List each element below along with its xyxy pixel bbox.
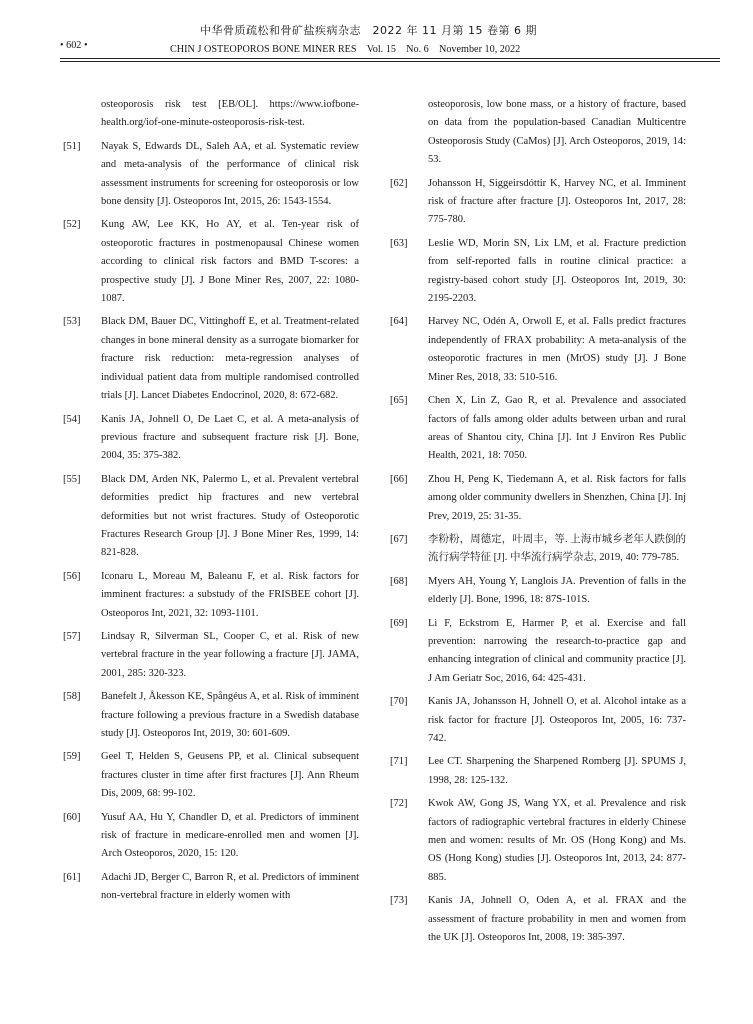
reference-number — [390, 96, 428, 170]
running-header — [60, 40, 720, 56]
header-rule — [60, 61, 720, 62]
reference-number: [54] — [63, 413, 81, 425]
reference-item — [63, 471, 359, 563]
reference-item — [63, 809, 359, 864]
reference-number: [67] — [390, 533, 408, 545]
journal-title-chinese: 中华骨质疏松和骨矿盐疾病杂志 2022 年 11 月第 15 卷第 6 期 — [200, 24, 537, 37]
reference-item — [390, 471, 686, 526]
reference-text: Lindsay R, Silverman SL, Cooper C, et al. Risk of new vertebral fracture in the year following a fracture [J]. JAMA, 2001, 285: 320-323. — [101, 630, 359, 679]
reference-item — [390, 313, 686, 387]
reference-text: Adachi JD, Berger C, Barron R, et al. Predictors of imminent non-vertebral fracture in elderly women with — [101, 871, 359, 902]
reference-text: Banefelt J, Åkesson KE, Spångéus A, et al. Risk of imminent fracture following a previous fracture in a Swedish database study [J]. Osteoporos Int, 2019, 30: 601-609. — [101, 691, 359, 739]
reference-text: Lee CT. Sharpening the Sharpened Romberg [J]. SPUMS J, 1998, 28: 125-132. — [428, 756, 686, 786]
reference-text: Leslie WD, Morin SN, Lix LM, et al. Fracture prediction from self-reported falls in routine clinical practice: a registry-based cohort study [J]. Osteoporos Int, 2019, 30: 2195-2203. — [428, 237, 686, 305]
reference-item — [390, 96, 686, 170]
reference-number: [51] — [63, 140, 81, 152]
reference-number: [70] — [390, 696, 408, 708]
reference-number: [65] — [390, 395, 408, 407]
reference-number: [68] — [390, 575, 408, 587]
reference-text: Myers AH, Young Y, Langlois JA. Prevention of falls in the elderly [J]. Bone, 1996, 18: 87S-101S. — [428, 575, 686, 606]
reference-number: [66] — [390, 473, 408, 485]
reference-text: Kanis JA, Johansson H, Johnell O, et al. Alcohol intake as a risk factor for fracture [J]. Osteoporos Int, 2005, 16: 737-742. — [428, 696, 686, 744]
reference-number: [56] — [63, 570, 81, 582]
reference-column-left — [63, 96, 359, 911]
reference-column-right — [390, 96, 686, 952]
journal-title-english: CHIN J OSTEOPOROS BONE MINER RES Vol. 15 No. 6 November 10, 2022 — [170, 44, 521, 55]
reference-number: [63] — [390, 237, 408, 249]
reference-number: [60] — [63, 811, 81, 823]
reference-item — [390, 753, 686, 790]
reference-text: Yusuf AA, Hu Y, Chandler D, et al. Predictors of imminent risk of fracture in medicare-enrolled men and women [J]. Arch Osteoporos, 2020, 15: 120. — [101, 811, 359, 860]
reference-text: osteoporosis risk test [EB/OL]. https://www.iofbone-health.org/iof-one-minute-osteoporosis-risk-test. — [101, 99, 359, 129]
reference-item — [63, 96, 359, 133]
page-number: • 602 • — [60, 40, 88, 51]
reference-item — [63, 748, 359, 803]
reference-number: [58] — [63, 691, 81, 703]
reference-number — [63, 96, 101, 133]
reference-text: Black DM, Bauer DC, Vittinghoff E, et al. Treatment-related changes in bone mineral density as a surrogate biomarker for fracture risk reduction: meta-regression analyses of individual patient data from multiple randomised controlled trials [J]. Lancet Diabetes Endocrinol, 2020, 8: 672-682. — [101, 316, 359, 402]
reference-item — [63, 411, 359, 466]
reference-text: Nayak S, Edwards DL, Saleh AA, et al. Systematic review and meta-analysis of the performance of clinical risk assessment instruments for screening for osteoporosis or low bone density [J]. Osteoporos Int, 2015, 26: 1543-1554. — [101, 140, 359, 208]
reference-item — [390, 235, 686, 309]
reference-text: osteoporosis, low bone mass, or a history of fracture, based on data from the population-based Canadian Multicentre Osteoporosis Study (CaMos) [J]. Arch Osteoporos, 2019, 14: 53. — [428, 99, 686, 166]
reference-item — [63, 568, 359, 623]
reference-text: Johansson H, Siggeirsdóttir K, Harvey NC, et al. Imminent risk of fracture after fracture [J]. Osteoporos Int, 2017, 28: 775-780. — [428, 177, 686, 226]
reference-item — [390, 573, 686, 610]
reference-item — [63, 688, 359, 743]
reference-item — [63, 869, 359, 906]
reference-number: [57] — [63, 630, 81, 642]
reference-text: Li F, Eckstrom E, Harmer P, et al. Exercise and fall prevention: narrowing the research-to-practice gap and enhancing integration of clinical and community practice [J]. J Am Geriatr Soc, 2016, 64: 425-431. — [428, 617, 686, 684]
reference-number: [64] — [390, 316, 408, 328]
reference-number: [69] — [390, 617, 408, 629]
reference-item — [63, 216, 359, 308]
reference-item — [63, 138, 359, 212]
reference-text: Harvey NC, Odén A, Orwoll E, et al. Falls predict fractures independently of FRAX probability: A meta-analysis of the osteoporotic fractures in men (MrOS) study [J]. J Bone Miner Res, 2018, 33: 510-516. — [428, 316, 686, 383]
reference-text: Kung AW, Lee KK, Ho AY, et al. Ten-year risk of osteoporotic fractures in postmenopausal Chinese women according to clinical risk factors and BMD T-scores: a prospective study [J]. J Bone Miner Res, 2007, 22: 1080-1087. — [101, 219, 359, 305]
reference-text: Black DM, Arden NK, Palermo L, et al. Prevalent vertebral deformities predict hip fractures and new vertebral deformities but not wrist fractures. Study of Osteoporotic Fractures Research Group [J]. J Bone Miner Res, 1999, 14: 821-828. — [101, 473, 359, 559]
reference-item — [390, 175, 686, 230]
reference-text: Kanis JA, Johnell O, De Laet C, et al. A meta-analysis of previous fracture and subsequent fracture risk [J]. Bone, 2004, 35: 375-382. — [101, 413, 359, 462]
reference-number: [59] — [63, 751, 81, 763]
reference-text: 李粉粉，周德定，叶周丰，等. 上海市城乡老年人跌倒的流行病学特征 [J]. 中华流行病学杂志, 2019, 40: 779-785. — [428, 533, 686, 564]
reference-text: Kanis JA, Johnell O, Oden A, et al. FRAX and the assessment of fracture probability in men and women from the UK [J]. Osteoporos Int, 2008, 19: 385-397. — [428, 895, 686, 944]
reference-item — [390, 615, 686, 689]
reference-item — [390, 795, 686, 887]
reference-number: [73] — [390, 895, 408, 907]
reference-number: [61] — [63, 871, 81, 883]
reference-text: Chen X, Lin Z, Gao R, et al. Prevalence and associated factors of falls among older adults between urban and rural areas of Shantou city, China [J]. Int J Environ Res Public Health, 2021, 18: 7050. — [428, 395, 686, 462]
reference-text: Geel T, Helden S, Geusens PP, et al. Clinical subsequent fractures cluster in time after first fractures [J]. Ann Rheum Dis, 2009, 68: 99-102. — [101, 751, 359, 800]
reference-number: [55] — [63, 473, 81, 485]
reference-item — [63, 313, 359, 405]
header-rule — [60, 58, 720, 59]
reference-item — [390, 392, 686, 466]
reference-item — [390, 531, 686, 568]
reference-number: [52] — [63, 219, 81, 231]
reference-number: [53] — [63, 316, 81, 328]
reference-text: Kwok AW, Gong JS, Wang YX, et al. Prevalence and risk factors of radiographic vertebral fractures in elderly Chinese men and women: results of Mr. OS (Hong Kong) and Ms. OS (Hong Kong) studies [J]. Osteoporos Int, 2013, 24: 877-885. — [428, 798, 686, 883]
reference-number: [71] — [390, 756, 408, 768]
reference-text: Iconaru L, Moreau M, Baleanu F, et al. Risk factors for imminent fractures: a substudy of the FRISBEE cohort [J]. Osteoporos Int, 2021, 32: 1093-1101. — [101, 570, 359, 619]
reference-item — [63, 628, 359, 683]
reference-number: [72] — [390, 798, 408, 810]
reference-text: Zhou H, Peng K, Tiedemann A, et al. Risk factors for falls among older community dwellers in Shenzhen, China [J]. Inj Prev, 2019, 25: 31-35. — [428, 473, 686, 522]
reference-item — [390, 892, 686, 947]
reference-number: [62] — [390, 177, 408, 189]
reference-item — [390, 693, 686, 748]
